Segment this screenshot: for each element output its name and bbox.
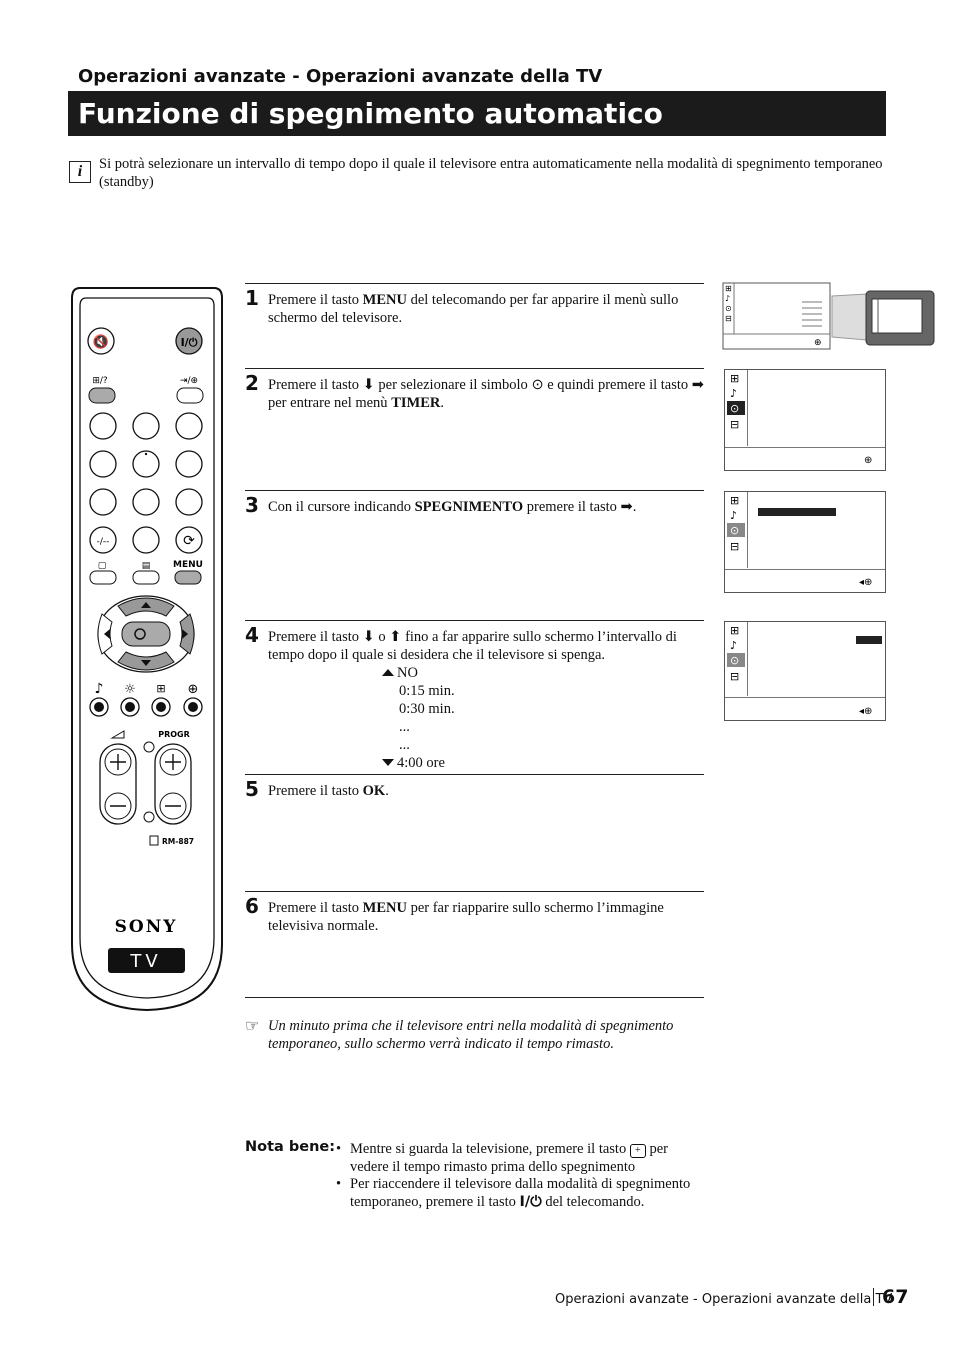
- up-arrow-icon: ⬆: [389, 629, 402, 645]
- svg-text:⊙: ⊙: [730, 402, 740, 415]
- step-6-text: Premere il tasto MENU per far riapparire sullo schermo l’immagine televisiva normale.: [268, 900, 664, 934]
- step-2-text: Premere il tasto ⬇ per selezionare il simbolo ⊙ e quindi premere il tasto ➡ per entrare nel menù TIMER.: [268, 377, 704, 411]
- svg-text:⊟: ⊟: [730, 670, 740, 683]
- step-number: 3: [245, 493, 259, 517]
- svg-text:⊞: ⊞: [730, 372, 740, 385]
- step-3-text: Con il cursore indicando SPEGNIMENTO premere il tasto ➡.: [268, 499, 637, 515]
- svg-text:⊞/?: ⊞/?: [92, 376, 108, 386]
- option-list: [382, 664, 455, 772]
- info-button: [89, 388, 115, 403]
- svg-text:TV: TV: [130, 951, 162, 972]
- menu-screen-illustration-3: [724, 491, 886, 593]
- option-item: NO: [382, 664, 455, 682]
- page-number: 67: [882, 1286, 909, 1308]
- option-item: ...: [399, 737, 410, 753]
- step-1-text: Premere il tasto MENU del telecomando per far apparire il menù sullo schermo del televisore.: [268, 292, 679, 326]
- svg-text:I/⏻: I/⏻: [180, 336, 198, 349]
- navigation-pad: [98, 596, 194, 672]
- divider: [245, 490, 704, 491]
- remote-control-illustration: [66, 284, 228, 1014]
- down-arrow-icon: ⬇: [362, 377, 375, 393]
- svg-text:⊞: ⊞: [730, 624, 740, 637]
- svg-text:☼: ☼: [124, 682, 136, 697]
- menu-screen-illustration-1: [722, 282, 936, 352]
- right-arrow-icon: ➡: [691, 377, 704, 393]
- step-number: 5: [245, 777, 259, 801]
- divider: [245, 997, 704, 998]
- svg-text:⊟: ⊟: [725, 314, 732, 323]
- clock-icon: ⊙: [531, 377, 544, 393]
- intro-text: Si potrà selezionare un intervallo di tempo dopo il quale il televisore entra automaticamente nella modalità di spegnimento temporaneo (standby): [99, 156, 883, 190]
- svg-text:⊞: ⊞: [156, 682, 166, 695]
- menu-button: [175, 571, 201, 584]
- input-button: [177, 388, 203, 403]
- step-number: 1: [245, 286, 259, 310]
- page-title: Funzione di spegnimento automatico: [78, 97, 663, 130]
- divider: [245, 368, 704, 369]
- svg-text:♪: ♪: [725, 294, 731, 303]
- svg-text:▤: ▤: [141, 561, 151, 571]
- step-number: 4: [245, 623, 259, 647]
- info-icon: i: [69, 161, 91, 183]
- divider: [245, 283, 704, 284]
- hand-pointer-icon: ☞: [245, 1018, 260, 1035]
- info-button-icon: +: [630, 1144, 646, 1158]
- svg-text:⊕: ⊕: [187, 682, 199, 697]
- footer-text: Operazioni avanzate - Operazioni avanzate della TV: [555, 1292, 893, 1307]
- footer-divider: [873, 1288, 874, 1306]
- power-icon: I/⏻: [519, 1194, 542, 1210]
- option-item: 0:15 min.: [399, 683, 455, 699]
- menu-screen-illustration-2: [724, 369, 886, 471]
- menu-screen-illustration-4: [724, 621, 886, 721]
- svg-text:♪: ♪: [94, 681, 104, 697]
- note-label: Nota bene:: [245, 1139, 336, 1155]
- divider: [245, 620, 704, 621]
- svg-text:PROGR: PROGR: [158, 730, 190, 739]
- option-item: ...: [399, 719, 410, 735]
- svg-text:♪: ♪: [730, 639, 738, 652]
- svg-text:⊟: ⊟: [730, 418, 740, 431]
- down-triangle-icon: [382, 759, 394, 766]
- right-arrow-icon: ➡: [620, 499, 633, 515]
- svg-text:♪: ♪: [730, 387, 738, 400]
- svg-text:▢: ▢: [97, 561, 107, 571]
- option-item: 0:30 min.: [399, 701, 455, 717]
- svg-text:⊞: ⊞: [730, 494, 740, 507]
- svg-text:⊙: ⊙: [730, 654, 740, 667]
- title-bar: [68, 91, 886, 136]
- step-number: 2: [245, 371, 259, 395]
- down-arrow-icon: ⬇: [362, 629, 375, 645]
- up-triangle-icon: [382, 669, 394, 676]
- tip-text: Un minuto prima che il televisore entri nella modalità di spegnimento temporaneo, sullo schermo verrà indicato il tempo rimasto.: [268, 1018, 674, 1052]
- svg-text:🔇: 🔇: [92, 335, 110, 350]
- svg-text:⟳: ⟳: [183, 533, 195, 549]
- brand-logo: SONY: [114, 917, 178, 937]
- svg-text:⊕: ⊕: [814, 338, 822, 348]
- step-number: 6: [245, 894, 259, 918]
- divider: [245, 891, 704, 892]
- svg-text:⊞: ⊞: [725, 284, 732, 293]
- svg-text:⊙: ⊙: [725, 304, 732, 313]
- svg-text:⊙: ⊙: [730, 524, 740, 537]
- svg-text:⇥/⊕: ⇥/⊕: [179, 376, 199, 386]
- svg-text:⊟: ⊟: [730, 540, 740, 553]
- step-5-text: Premere il tasto OK.: [268, 783, 389, 799]
- note-bullet: • Mentre si guarda la televisione, premere il tasto + per vedere il tempo rimasto prima dello spegnimento: [336, 1141, 668, 1175]
- svg-text:RM-887: RM-887: [162, 837, 195, 846]
- svg-text:-/--: -/--: [96, 537, 110, 547]
- section-heading: Operazioni avanzate - Operazioni avanzate della TV: [78, 66, 603, 87]
- svg-text:◂⊕: ◂⊕: [859, 706, 873, 717]
- step-4-text: Premere il tasto ⬇ o ⬆ fino a far apparire sullo schermo l’intervallo di tempo dopo il quale si desidera che il televisore si spenga.: [268, 629, 677, 663]
- divider: [245, 774, 704, 775]
- svg-text:◂⊕: ◂⊕: [859, 577, 873, 588]
- svg-text:⊕: ⊕: [864, 455, 873, 466]
- svg-text:MENU: MENU: [173, 560, 203, 570]
- option-item: 4:00 ore: [382, 754, 455, 772]
- svg-text:♪: ♪: [730, 509, 738, 522]
- note-bullet: • Per riaccendere il televisore dalla modalità di spegnimento temporaneo, premere il tasto I/⏻ del telecomando.: [336, 1176, 691, 1210]
